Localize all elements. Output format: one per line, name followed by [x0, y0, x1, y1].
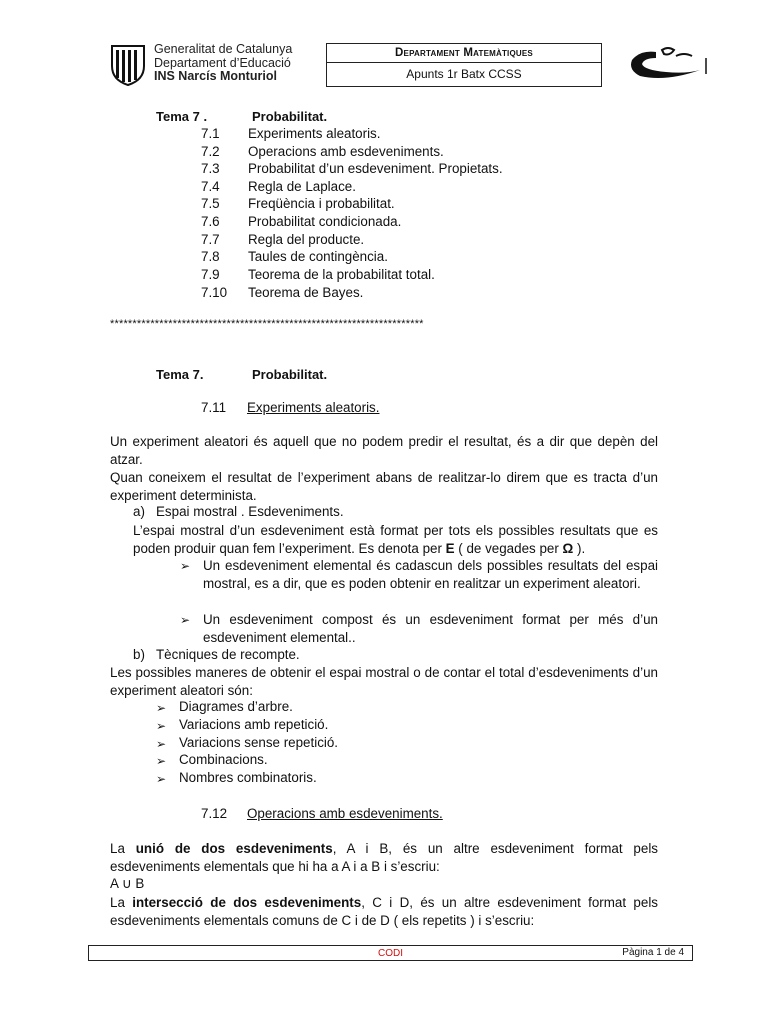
page-footer — [88, 945, 693, 961]
bullet-arrow-icon: ➢ — [156, 772, 167, 786]
paragraph — [133, 522, 658, 558]
toc-item-title: Regla de Laplace. — [248, 179, 356, 194]
toc-item-number: 7.3 — [201, 161, 220, 176]
paragraph: Un experiment aleatori és aquell que no podem predir el resultat, és a dir que depèn del atzar. — [110, 434, 658, 467]
list-item: Variacions amb repetició. — [179, 717, 329, 732]
toc-item-title: Operacions amb esdeveniments. — [248, 144, 444, 159]
toc-tema-number: Tema 7 . — [156, 109, 208, 124]
text-run: , C i D, és un altre esdeveniment format pels esdeveniments elementals comuns de C i de D ( els repetits ) i s’escriu: — [110, 895, 659, 928]
footer-code: CODI — [378, 948, 403, 959]
toc-item-title: Probabilitat d’un esdeveniment. Propietats. — [248, 161, 503, 176]
institution-line: INS Narcís Monturiol — [154, 69, 277, 83]
section-number: 7.12 — [201, 806, 228, 821]
toc-item-number: 7.8 — [201, 249, 220, 264]
toc-item-title: Teorema de la probabilitat total. — [248, 267, 435, 282]
toc-item-title: Probabilitat condicionada. — [248, 214, 402, 229]
bullet-arrow-icon: ➢ — [180, 559, 191, 573]
toc-item-title: Freqüència i probabilitat. — [248, 196, 395, 211]
paragraph: Quan coneixem el resultat de l’experiment abans de realitzar-lo direm que es tracta d’un experiment determinista. — [110, 470, 658, 503]
text-run: , A i B, és un altre esdeveniment format pels esdeveniments elementals que hi ha a A i a B i s’escriu: — [110, 841, 658, 874]
text-run: ( de vegades per — [454, 540, 563, 556]
section-title: Experiments aleatoris. — [247, 400, 380, 415]
paragraph — [110, 894, 658, 930]
list-item: Nombres combinatoris. — [179, 770, 317, 785]
list-item: Un esdeveniment compost és un esdeveniment format per més d’un esdeveniment elemental.. — [203, 612, 658, 645]
text-run: L’espai mostral d’un esdeveniment està format per tots els possibles resultats que es poden produir quan fem l’experiment. Es denota per — [133, 523, 658, 556]
list-item: Variacions sense repetició. — [179, 735, 339, 750]
subsection-title: Tècniques de recompte. — [156, 647, 300, 662]
toc-item-number: 7.4 — [201, 179, 220, 194]
tema-title: Probabilitat. — [252, 367, 328, 382]
symbol-omega: Ω — [562, 540, 574, 556]
paragraph: Les possibles maneres de obtenir el espai mostral o de contar el total d’esdeveniments d’un experiment aleatori són: — [110, 665, 658, 698]
section-title: Operacions amb esdeveniments. — [247, 806, 443, 821]
page-number: Pàgina 1 de 4 — [622, 947, 684, 958]
toc-item-number: 7.1 — [201, 126, 220, 141]
text-run: ). — [573, 540, 586, 556]
bold-term: unió de dos esdeveniments — [135, 841, 333, 856]
toc-item-number: 7.6 — [201, 214, 220, 229]
catalonia-seal-icon — [110, 44, 146, 86]
section-number: 7.11 — [201, 400, 227, 415]
institution-line: Departament d’Educació — [154, 55, 291, 70]
institution-block — [154, 43, 292, 84]
separator-line: ********************************************************************** — [110, 318, 424, 330]
text-run: La — [110, 895, 133, 910]
toc-tema-title: Probabilitat. — [252, 109, 328, 124]
list-item: Diagrames d’arbre. — [179, 699, 293, 714]
toc-item-title: Teorema de Bayes. — [248, 285, 364, 300]
toc-item-title: Taules de contingència. — [248, 249, 388, 264]
toc-item-number: 7.2 — [201, 144, 220, 159]
text-run: La — [110, 841, 136, 856]
toc-item-number: 7.7 — [201, 232, 220, 247]
toc-item-number: 7.10 — [201, 285, 228, 300]
department-box — [326, 43, 602, 87]
paragraph — [110, 840, 658, 876]
course-subtitle: Apunts 1r Batx CCSS — [406, 67, 522, 81]
toc-item-number: 7.9 — [201, 267, 220, 282]
symbol-e: E — [445, 540, 455, 556]
list-label: b) — [133, 647, 145, 662]
bold-term: intersecció de dos esdeveniments — [132, 895, 362, 910]
bullet-arrow-icon: ➢ — [156, 719, 167, 733]
list-item: Un esdeveniment elemental és cadascun dels possibles resultats del espai mostral, es a dir, que es poden obtenir en realitzar un experiment aleatori. — [203, 558, 658, 591]
bullet-arrow-icon: ➢ — [180, 613, 191, 627]
toc-item-number: 7.5 — [201, 196, 220, 211]
toc-item-title: Regla del producte. — [248, 232, 365, 247]
bullet-arrow-icon: ➢ — [156, 701, 167, 715]
list-label: a) — [133, 504, 145, 519]
tema-number: Tema 7. — [156, 367, 204, 382]
department-title: Departament Matemàtiques — [327, 44, 601, 63]
institution-line: Generalitat de Catalunya — [154, 42, 293, 56]
subsection-title: Espai mostral . Esdeveniments. — [156, 504, 344, 519]
formula: A ∪ B — [110, 876, 145, 891]
toc-item-title: Experiments aleatoris. — [248, 126, 381, 141]
bullet-arrow-icon: ➢ — [156, 754, 167, 768]
ins-logo-icon — [626, 44, 712, 84]
list-item: Combinacions. — [179, 752, 268, 767]
bullet-arrow-icon: ➢ — [156, 737, 167, 751]
